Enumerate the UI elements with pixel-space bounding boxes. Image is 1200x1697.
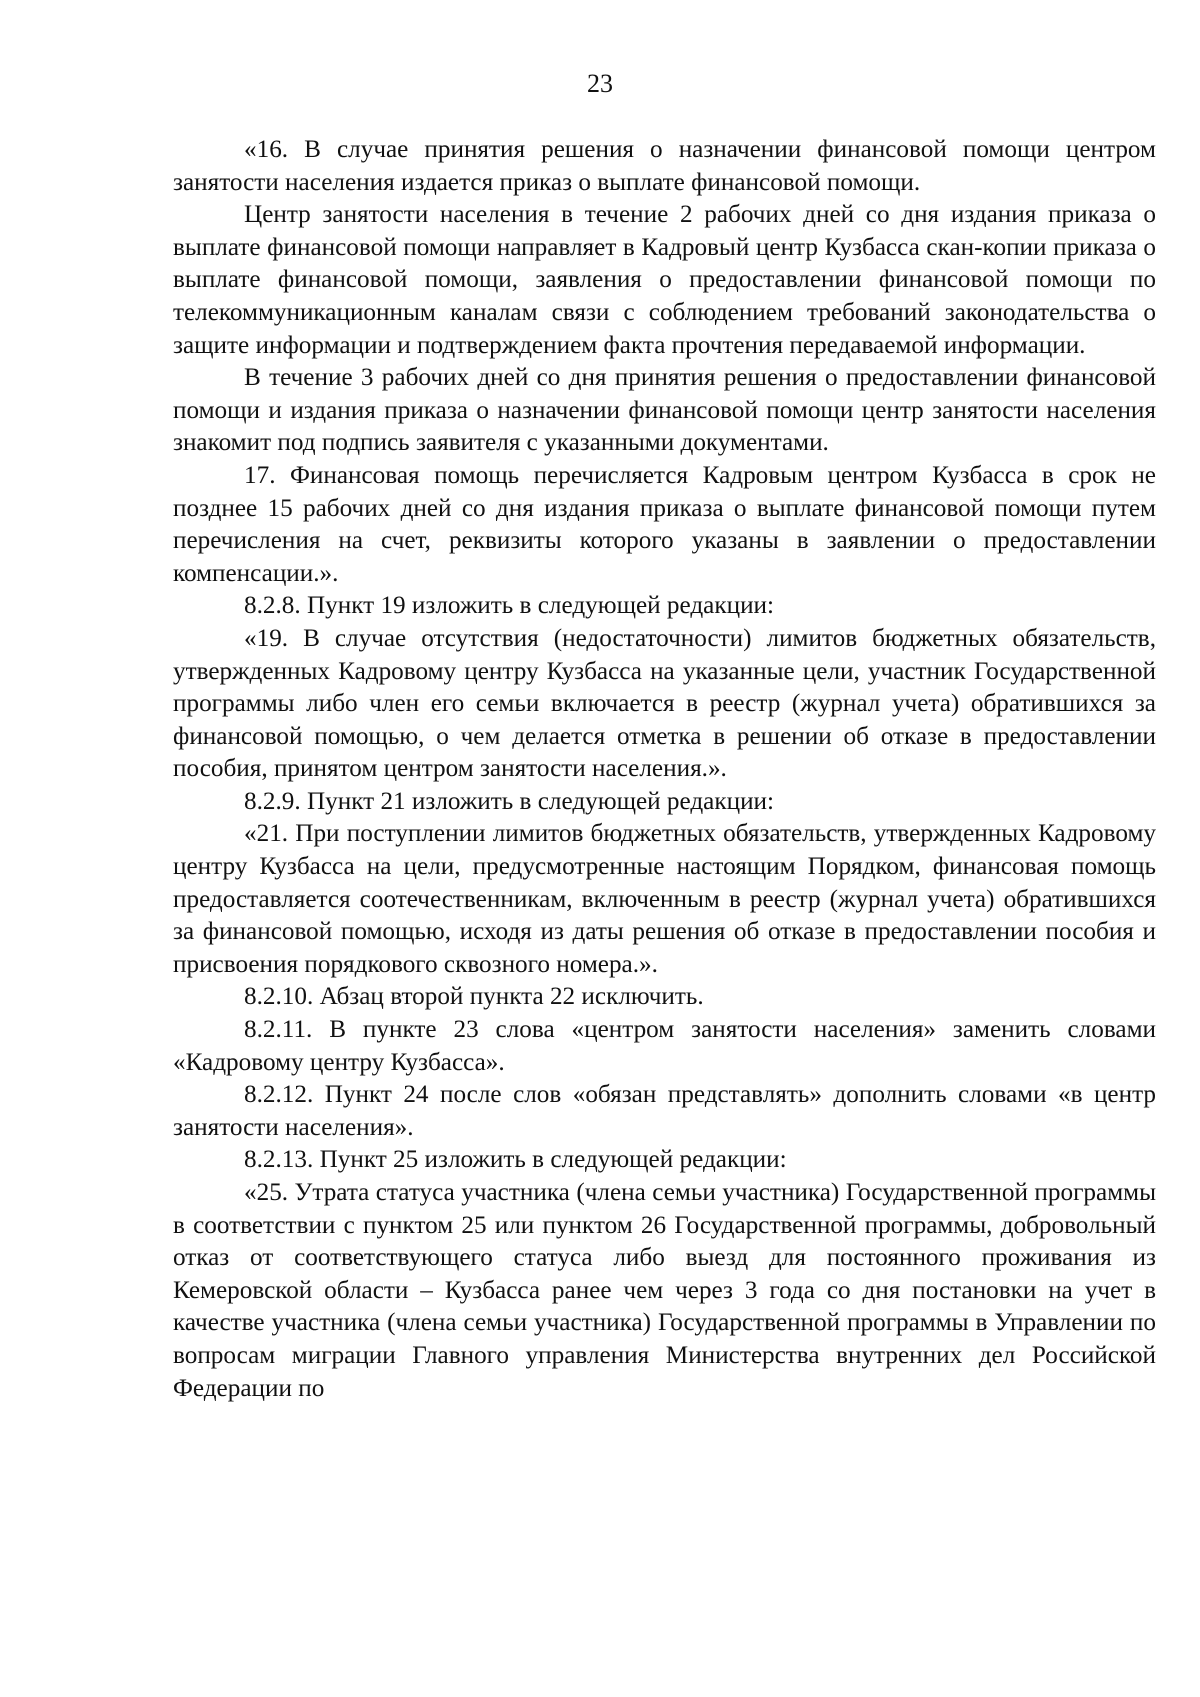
paragraph-oznakomlenie: В течение 3 рабочих дней со дня принятия решения о предоставлении финансовой помощи и издания приказа о назначении финансовой помощи центр занятости населения знакомит под подпись заявителя с указанными документами. <box>173 364 1156 457</box>
amendment-8-2-9: 8.2.9. Пункт 21 изложить в следующей редакции: <box>244 787 775 815</box>
paragraph-21: «21. При поступлении лимитов бюджетных обязательств, утвержденных Кадровому центру Кузбасса на цели, предусмотренные настоящим Порядком, финансовая помощь предоставляется соотечественникам, включенным в реестр (журнал учета) обратившихся за финансовой помощью, исходя из даты решения об отказе в предоставлении пособия и присвоения порядкового сквозного номера.». <box>173 820 1156 978</box>
paragraph-skan-kopii: Центр занятости населения в течение 2 рабочих дней со дня издания приказа о выплате финансовой помощи направляет в Кадровый центр Кузбасса скан-копии приказа о выплате финансовой помощи, заявления о предоставлении финансовой помощи по телекоммуникационным каналам связи с соблюдением требований законодательства о защите информации и подтверждением факта прочтения передаваемой информации. <box>173 201 1156 359</box>
paragraph-19: «19. В случае отсутствия (недостаточности) лимитов бюджетных обязательств, утвержденных Кадровому центру Кузбасса на указанные цели, участник Государственной программы либо член его семьи включается в реестр (журнал учета) обратившихся за финансовой помощью, о чем делается отметка в решении об отказе в предоставлении пособия, принятом центром занятости населения.». <box>173 624 1156 783</box>
paragraph-16: «16. В случае принятия решения о назначении финансовой помощи центром занятости населения издается приказ о выплате финансовой помощи. <box>173 136 1156 196</box>
paragraph-17: 17. Финансовая помощь перечисляется Кадровым центром Кузбасса в срок не позднее 15 рабочих дней со дня издания приказа о выплате финансовой помощи путем перечисления на счет, реквизиты которого указаны в заявлении о предоставлении компенсации.». <box>173 461 1156 587</box>
page-number: 23 <box>587 69 613 98</box>
amendment-8-2-10: 8.2.10. Абзац второй пункта 22 исключить. <box>244 983 704 1011</box>
amendment-8-2-11: 8.2.11. В пункте 23 слова «центром занятости населения» заменить словами «Кадровому центру Кузбасса». <box>173 1016 1156 1076</box>
amendment-8-2-13: 8.2.13. Пункт 25 изложить в следующей редакции: <box>244 1146 787 1174</box>
amendment-8-2-12: 8.2.12. Пункт 24 после слов «обязан представлять» дополнить словами «в центр занятости населения». <box>173 1081 1156 1141</box>
amendment-8-2-8: 8.2.8. Пункт 19 изложить в следующей редакции: <box>244 592 775 620</box>
document-body <box>173 134 1156 1405</box>
paragraph-25: «25. Утрата статуса участника (члена семьи участника) Государственной программы в соответствии с пунктом 25 или пунктом 26 Государственной программы, добровольный отказ от соответствующего статуса либо выезд для постоянного проживания из Кемеровской области – Кузбасса ранее чем через 3 года со дня постановки на учет в качестве участника (члена семьи участника) Государственной программы в Управлении по вопросам миграции Главного управления Министерства внутренних дел Российской Федерации по <box>173 1179 1156 1402</box>
